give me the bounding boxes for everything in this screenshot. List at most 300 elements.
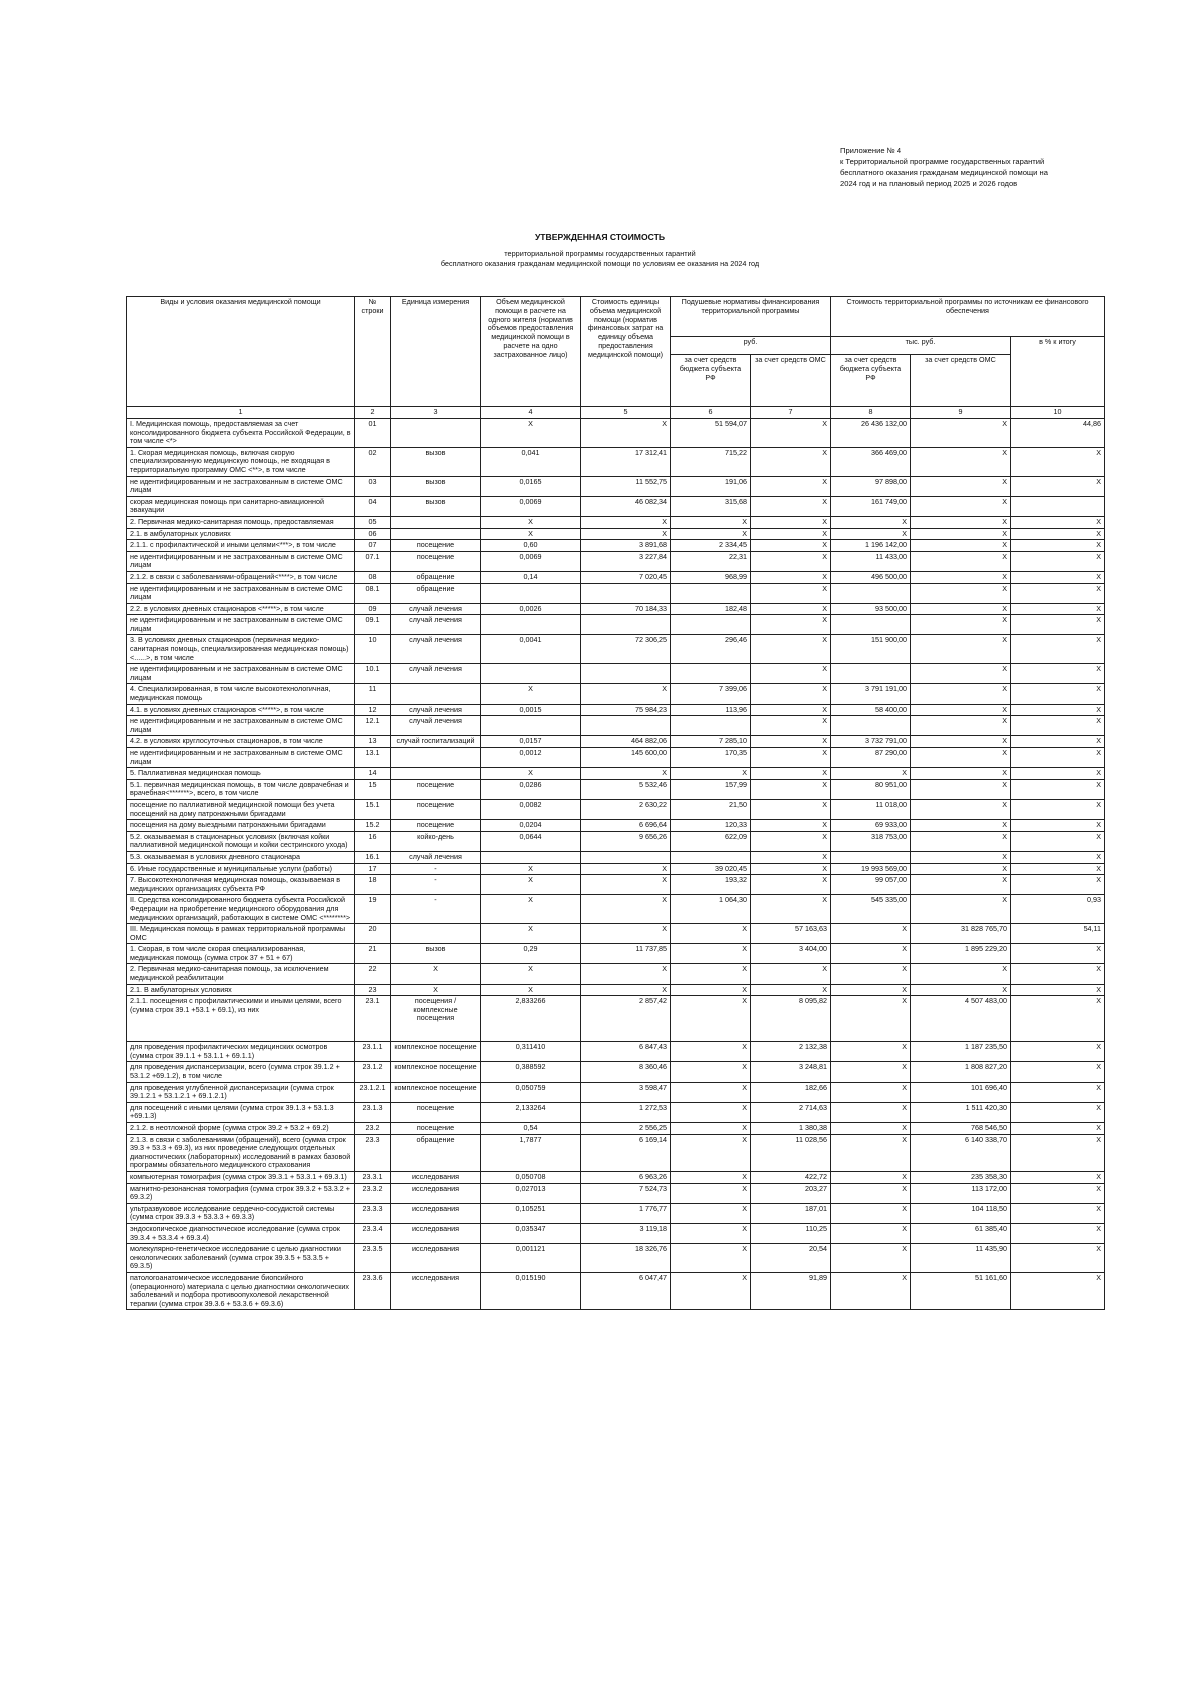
- row-cost-budget: X: [831, 1082, 911, 1102]
- row-label: I. Медицинская помощь, предоставляемая за счет консолидированного бюджета субъекта Российской Федерации, в том числе <*>: [127, 419, 355, 448]
- document-title: УТВЕРЖДЕННАЯ СТОИМОСТЬ: [534, 232, 666, 242]
- row-cost-budget: X: [831, 996, 911, 1042]
- row-unit-cost: X: [581, 984, 671, 996]
- row-cost-budget: 99 057,00: [831, 875, 911, 895]
- column-number: 8: [831, 407, 911, 419]
- row-percent: X: [1011, 635, 1105, 664]
- table-row: [127, 704, 1105, 716]
- row-unit: посещение: [391, 1102, 481, 1122]
- row-cost-oms: 11 435,90: [911, 1244, 1011, 1273]
- row-volume: X: [481, 863, 581, 875]
- row-number: 03: [355, 476, 391, 496]
- row-cost-oms: X: [911, 820, 1011, 832]
- row-unit-cost: [581, 664, 671, 684]
- cost-table: [126, 296, 1105, 1310]
- table-row: [127, 1203, 1105, 1223]
- row-cost-budget: 69 933,00: [831, 820, 911, 832]
- row-number: 23.3.3: [355, 1203, 391, 1223]
- row-unit: случай лечения: [391, 716, 481, 736]
- row-per-capita-oms: 11 028,56: [751, 1134, 831, 1171]
- row-unit: -: [391, 895, 481, 924]
- row-unit: вызов: [391, 944, 481, 964]
- row-cost-budget: X: [831, 768, 911, 780]
- row-unit-cost: X: [581, 924, 671, 944]
- row-cost-oms: 113 172,00: [911, 1183, 1011, 1203]
- row-label: II. Средства консолидированного бюджета субъекта Российской Федерации на приобретение медицинского оборудования для медицинских организаций, работающих в системе ОМС <********>: [127, 895, 355, 924]
- row-cost-oms: X: [911, 583, 1011, 603]
- row-cost-budget: X: [831, 1042, 911, 1062]
- table-row: [127, 748, 1105, 768]
- row-per-capita-budget: 170,35: [671, 748, 751, 768]
- row-unit: случай лечения: [391, 704, 481, 716]
- row-unit-cost: 3 891,68: [581, 540, 671, 552]
- table-row: [127, 944, 1105, 964]
- column-number: 6: [671, 407, 751, 419]
- row-per-capita-oms: 8 095,82: [751, 996, 831, 1042]
- document-subtitle: [0, 249, 1200, 269]
- row-label: для посещений с иными целями (сумма строк 39.1.3 + 53.1.3 +69.1.3): [127, 1102, 355, 1122]
- row-unit-cost: 6 169,14: [581, 1134, 671, 1171]
- row-percent: X: [1011, 748, 1105, 768]
- row-cost-budget: 87 290,00: [831, 748, 911, 768]
- row-unit: комплексное посещение: [391, 1042, 481, 1062]
- row-number: 20: [355, 924, 391, 944]
- row-unit: обращение: [391, 583, 481, 603]
- row-unit-cost: 18 326,76: [581, 1244, 671, 1273]
- table-row: [127, 851, 1105, 863]
- table-row: [127, 895, 1105, 924]
- row-label: для проведения диспансеризации, всего (сумма строк 39.1.2 + 53.1.2 +69.1.2), в том числе: [127, 1062, 355, 1082]
- row-cost-oms: X: [911, 964, 1011, 984]
- row-per-capita-oms: X: [751, 664, 831, 684]
- row-per-capita-oms: X: [751, 583, 831, 603]
- row-cost-budget: X: [831, 984, 911, 996]
- row-per-capita-budget: 7 399,06: [671, 684, 751, 704]
- row-unit: случай госпитализаций: [391, 736, 481, 748]
- row-unit: посещение: [391, 820, 481, 832]
- row-number: 08.1: [355, 583, 391, 603]
- row-unit-cost: 46 082,34: [581, 496, 671, 516]
- row-unit-cost: X: [581, 863, 671, 875]
- row-number: 04: [355, 496, 391, 516]
- row-per-capita-budget: [671, 583, 751, 603]
- row-volume: 0,0165: [481, 476, 581, 496]
- row-per-capita-oms: X: [751, 895, 831, 924]
- row-label: эндоскопическое диагностическое исследование (сумма строк 39.3.4 + 53.3.4 + 69.3.4): [127, 1223, 355, 1243]
- row-unit: [391, 748, 481, 768]
- header-oms-thousand: за счет средств ОМС: [911, 355, 1011, 407]
- row-per-capita-oms: 91,89: [751, 1272, 831, 1309]
- table-body: [127, 419, 1105, 1310]
- row-unit-cost: X: [581, 875, 671, 895]
- row-label: скорая медицинская помощь при санитарно-авиационной эвакуации: [127, 496, 355, 516]
- row-cost-budget: X: [831, 516, 911, 528]
- row-volume: X: [481, 516, 581, 528]
- row-per-capita-budget: X: [671, 984, 751, 996]
- row-cost-oms: 1 808 827,20: [911, 1062, 1011, 1082]
- row-per-capita-budget: 51 594,07: [671, 419, 751, 448]
- row-per-capita-budget: [671, 716, 751, 736]
- row-unit-cost: 145 600,00: [581, 748, 671, 768]
- row-volume: X: [481, 984, 581, 996]
- row-unit: посещения / комплексные посещения: [391, 996, 481, 1042]
- header-services: Виды и условия оказания медицинской помощи: [127, 297, 355, 407]
- row-per-capita-oms: 203,27: [751, 1183, 831, 1203]
- row-unit: случай лечения: [391, 615, 481, 635]
- row-per-capita-budget: X: [671, 996, 751, 1042]
- row-percent: X: [1011, 799, 1105, 819]
- header-thousand-rub: тыс. руб.: [831, 337, 1011, 355]
- row-cost-oms: X: [911, 768, 1011, 780]
- row-label: 5.1. первичная медицинская помощь, в том числе доврачебная и врачебная<*******>, всего, в том числе: [127, 779, 355, 799]
- row-number: 15.1: [355, 799, 391, 819]
- row-cost-oms: X: [911, 799, 1011, 819]
- row-cost-oms: 31 828 765,70: [911, 924, 1011, 944]
- table-row: [127, 635, 1105, 664]
- table-row: [127, 1223, 1105, 1243]
- row-number: 14: [355, 768, 391, 780]
- header-budget-rub: за счет средств бюджета субъекта РФ: [671, 355, 751, 407]
- row-unit-cost: 2 857,42: [581, 996, 671, 1042]
- row-volume: 0,14: [481, 571, 581, 583]
- row-unit-cost: 75 984,23: [581, 704, 671, 716]
- row-unit: комплексное посещение: [391, 1062, 481, 1082]
- row-percent: X: [1011, 875, 1105, 895]
- row-unit-cost: 2 630,22: [581, 799, 671, 819]
- row-cost-budget: X: [831, 1223, 911, 1243]
- row-label: не идентифицированным и не застрахованным в системе ОМС лицам: [127, 664, 355, 684]
- row-cost-budget: 318 753,00: [831, 831, 911, 851]
- row-cost-budget: X: [831, 924, 911, 944]
- row-volume: 0,0015: [481, 704, 581, 716]
- row-label: компьютерная томография (сумма строк 39.3.1 + 53.3.1 + 69.3.1): [127, 1171, 355, 1183]
- row-cost-budget: 26 436 132,00: [831, 419, 911, 448]
- row-volume: 0,001121: [481, 1244, 581, 1273]
- table-row: [127, 1244, 1105, 1273]
- row-percent: X: [1011, 1134, 1105, 1171]
- row-volume: 0,027013: [481, 1183, 581, 1203]
- row-per-capita-budget: [671, 615, 751, 635]
- row-cost-oms: X: [911, 875, 1011, 895]
- row-unit-cost: [581, 583, 671, 603]
- row-label: не идентифицированным и не застрахованным в системе ОМС лицам: [127, 615, 355, 635]
- row-unit-cost: 8 360,46: [581, 1062, 671, 1082]
- row-percent: X: [1011, 944, 1105, 964]
- column-number: 5: [581, 407, 671, 419]
- row-percent: X: [1011, 1042, 1105, 1062]
- row-unit: исследования: [391, 1272, 481, 1309]
- row-unit-cost: 1 776,77: [581, 1203, 671, 1223]
- row-number: 17: [355, 863, 391, 875]
- table-row: [127, 476, 1105, 496]
- appendix-line: бесплатного оказания гражданам медицинской помощи на: [840, 168, 1048, 177]
- row-label: III. Медицинская помощь в рамках территориальной программы ОМС: [127, 924, 355, 944]
- row-volume: 0,0041: [481, 635, 581, 664]
- row-percent: X: [1011, 1183, 1105, 1203]
- row-per-capita-oms: X: [751, 684, 831, 704]
- table-row: [127, 419, 1105, 448]
- row-cost-oms: X: [911, 476, 1011, 496]
- table-row: [127, 964, 1105, 984]
- row-unit: [391, 528, 481, 540]
- table-row: [127, 779, 1105, 799]
- row-per-capita-oms: X: [751, 516, 831, 528]
- row-unit: -: [391, 863, 481, 875]
- row-number: 23.3: [355, 1134, 391, 1171]
- row-number: 23: [355, 984, 391, 996]
- row-volume: 0,388592: [481, 1062, 581, 1082]
- row-cost-budget: [831, 583, 911, 603]
- row-unit-cost: 3 598,47: [581, 1082, 671, 1102]
- row-per-capita-oms: X: [751, 799, 831, 819]
- row-unit-cost: 1 272,53: [581, 1102, 671, 1122]
- row-cost-budget: [831, 851, 911, 863]
- row-cost-budget: X: [831, 1134, 911, 1171]
- row-volume: [481, 583, 581, 603]
- row-per-capita-budget: 39 020,45: [671, 863, 751, 875]
- row-unit-cost: 2 556,25: [581, 1123, 671, 1135]
- row-volume: 0,311410: [481, 1042, 581, 1062]
- table-row: [127, 1123, 1105, 1135]
- row-unit-cost: 11 552,75: [581, 476, 671, 496]
- row-per-capita-oms: 2 132,38: [751, 1042, 831, 1062]
- table-row: [127, 496, 1105, 516]
- row-per-capita-budget: X: [671, 1134, 751, 1171]
- row-cost-oms: X: [911, 736, 1011, 748]
- row-cost-oms: X: [911, 496, 1011, 516]
- row-label: 6. Иные государственные и муниципальные услуги (работы): [127, 863, 355, 875]
- table-row: [127, 768, 1105, 780]
- row-volume: X: [481, 768, 581, 780]
- row-number: 23.1.2: [355, 1062, 391, 1082]
- row-per-capita-budget: 1 064,30: [671, 895, 751, 924]
- row-per-capita-oms: X: [751, 528, 831, 540]
- row-per-capita-oms: X: [751, 496, 831, 516]
- row-unit-cost: 9 656,26: [581, 831, 671, 851]
- row-volume: 2,133264: [481, 1102, 581, 1122]
- table-row: [127, 664, 1105, 684]
- row-volume: 0,050759: [481, 1082, 581, 1102]
- row-per-capita-oms: X: [751, 716, 831, 736]
- row-per-capita-oms: X: [751, 551, 831, 571]
- row-per-capita-oms: X: [751, 863, 831, 875]
- row-per-capita-budget: 120,33: [671, 820, 751, 832]
- row-per-capita-oms: X: [751, 964, 831, 984]
- row-percent: X: [1011, 851, 1105, 863]
- row-unit: [391, 768, 481, 780]
- row-number: 10: [355, 635, 391, 664]
- row-label: молекулярно-генетическое исследование с целью диагностики онкологических заболеваний (сумма строк 39.3.5 + 53.3.5 + 69.3.5): [127, 1244, 355, 1273]
- row-unit: вызов: [391, 447, 481, 476]
- row-percent: 0,93: [1011, 895, 1105, 924]
- row-cost-budget: 11 018,00: [831, 799, 911, 819]
- row-unit: посещение: [391, 551, 481, 571]
- row-percent: 54,11: [1011, 924, 1105, 944]
- row-volume: 0,105251: [481, 1203, 581, 1223]
- row-number: 23.1.2.1: [355, 1082, 391, 1102]
- row-unit-cost: 3 227,84: [581, 551, 671, 571]
- row-percent: X: [1011, 1203, 1105, 1223]
- row-cost-budget: 545 335,00: [831, 895, 911, 924]
- header-row-number: № строки: [355, 297, 391, 407]
- row-cost-budget: 1 196 142,00: [831, 540, 911, 552]
- column-number: 7: [751, 407, 831, 419]
- row-unit: посещение: [391, 779, 481, 799]
- row-percent: X: [1011, 615, 1105, 635]
- row-per-capita-budget: [671, 851, 751, 863]
- row-per-capita-budget: 968,99: [671, 571, 751, 583]
- row-unit-cost: 17 312,41: [581, 447, 671, 476]
- row-cost-budget: X: [831, 1123, 911, 1135]
- row-cost-budget: 93 500,00: [831, 603, 911, 615]
- row-per-capita-oms: X: [751, 419, 831, 448]
- row-unit: посещение: [391, 1123, 481, 1135]
- row-per-capita-budget: X: [671, 1223, 751, 1243]
- row-label: 2. Первичная медико-санитарная помощь, за исключением медицинской реабилитации: [127, 964, 355, 984]
- row-percent: X: [1011, 996, 1105, 1042]
- row-cost-budget: X: [831, 944, 911, 964]
- row-label: 1. Скорая, в том числе скорая специализированная, медицинская помощь (сумма строк 37 + 51 + 67): [127, 944, 355, 964]
- row-number: 23.3.4: [355, 1223, 391, 1243]
- row-volume: 0,0012: [481, 748, 581, 768]
- row-percent: X: [1011, 583, 1105, 603]
- row-percent: X: [1011, 1082, 1105, 1102]
- row-per-capita-oms: X: [751, 831, 831, 851]
- row-number: 13: [355, 736, 391, 748]
- row-cost-oms: X: [911, 419, 1011, 448]
- row-percent: X: [1011, 603, 1105, 615]
- row-label: ультразвуковое исследование сердечно-сосудистой системы (сумма строк 39.3.3 + 53.3.3 + 69.3.3): [127, 1203, 355, 1223]
- table-row: [127, 551, 1105, 571]
- row-unit: [391, 924, 481, 944]
- row-cost-budget: 97 898,00: [831, 476, 911, 496]
- row-cost-budget: 58 400,00: [831, 704, 911, 716]
- row-cost-budget: [831, 615, 911, 635]
- row-percent: X: [1011, 716, 1105, 736]
- row-unit: случай лечения: [391, 603, 481, 615]
- row-unit-cost: X: [581, 768, 671, 780]
- row-volume: X: [481, 528, 581, 540]
- table-row: [127, 1062, 1105, 1082]
- row-per-capita-oms: 1 380,38: [751, 1123, 831, 1135]
- subtitle-line: территориальной программы государственных гарантий: [504, 249, 696, 258]
- row-per-capita-oms: X: [751, 447, 831, 476]
- row-per-capita-budget: 182,48: [671, 603, 751, 615]
- row-cost-oms: 6 140 338,70: [911, 1134, 1011, 1171]
- row-percent: X: [1011, 768, 1105, 780]
- row-label: 5. Паллиативная медицинская помощь: [127, 768, 355, 780]
- row-percent: X: [1011, 820, 1105, 832]
- row-cost-budget: X: [831, 1062, 911, 1082]
- table-row: [127, 875, 1105, 895]
- row-per-capita-oms: X: [751, 476, 831, 496]
- row-unit: посещение: [391, 799, 481, 819]
- row-cost-oms: X: [911, 984, 1011, 996]
- row-percent: X: [1011, 964, 1105, 984]
- row-per-capita-budget: 157,99: [671, 779, 751, 799]
- row-cost-budget: 3 791 191,00: [831, 684, 911, 704]
- row-volume: X: [481, 964, 581, 984]
- row-volume: X: [481, 924, 581, 944]
- table-row: [127, 984, 1105, 996]
- row-cost-oms: X: [911, 748, 1011, 768]
- row-unit-cost: 5 532,46: [581, 779, 671, 799]
- row-label: 2. Первичная медико-санитарная помощь, предоставляемая: [127, 516, 355, 528]
- row-volume: 2,833266: [481, 996, 581, 1042]
- row-number: 23.1: [355, 996, 391, 1042]
- row-per-capita-budget: X: [671, 1171, 751, 1183]
- row-per-capita-oms: X: [751, 603, 831, 615]
- row-per-capita-oms: X: [751, 779, 831, 799]
- row-cost-oms: X: [911, 895, 1011, 924]
- row-percent: X: [1011, 736, 1105, 748]
- row-label: для проведения профилактических медицинских осмотров (сумма строк 39.1.1 + 53.1.1 + 69.1.1): [127, 1042, 355, 1062]
- header-per-capita: Подушевые нормативы финансирования территориальной программы: [671, 297, 831, 337]
- row-per-capita-oms: 3 404,00: [751, 944, 831, 964]
- header-program-cost: Стоимость территориальной программы по источникам ее финансового обеспечения: [831, 297, 1105, 337]
- table-row: [127, 603, 1105, 615]
- row-cost-oms: X: [911, 635, 1011, 664]
- row-number: 12: [355, 704, 391, 716]
- column-number: 1: [127, 407, 355, 419]
- row-cost-oms: 51 161,60: [911, 1272, 1011, 1309]
- row-number: 15.2: [355, 820, 391, 832]
- row-unit: [391, 419, 481, 448]
- row-unit: обращение: [391, 571, 481, 583]
- row-per-capita-budget: 7 285,10: [671, 736, 751, 748]
- table-row: [127, 516, 1105, 528]
- row-unit-cost: [581, 716, 671, 736]
- row-unit-cost: X: [581, 528, 671, 540]
- row-unit-cost: 6 047,47: [581, 1272, 671, 1309]
- row-number: 06: [355, 528, 391, 540]
- appendix-line: 2024 год и на плановый период 2025 и 2026 годов: [840, 179, 1018, 188]
- row-cost-budget: X: [831, 1102, 911, 1122]
- row-unit-cost: 464 882,06: [581, 736, 671, 748]
- row-volume: 0,54: [481, 1123, 581, 1135]
- row-per-capita-budget: 191,06: [671, 476, 751, 496]
- table-row: [127, 831, 1105, 851]
- row-unit: койко-день: [391, 831, 481, 851]
- column-number: 9: [911, 407, 1011, 419]
- row-cost-oms: X: [911, 571, 1011, 583]
- row-cost-oms: 61 385,40: [911, 1223, 1011, 1243]
- row-per-capita-budget: 715,22: [671, 447, 751, 476]
- row-per-capita-budget: X: [671, 1062, 751, 1082]
- row-label: не идентифицированным и не застрахованным в системе ОМС лицам: [127, 716, 355, 736]
- header-rub: руб.: [671, 337, 831, 355]
- row-unit: исследования: [391, 1244, 481, 1273]
- row-cost-oms: 101 696,40: [911, 1082, 1011, 1102]
- row-number: 13.1: [355, 748, 391, 768]
- row-number: 10.1: [355, 664, 391, 684]
- row-label: 2.1.2. в связи с заболеваниями-обращений<****>, в том числе: [127, 571, 355, 583]
- row-label: 5.2. оказываемая в стационарных условиях (включая койки паллиативной медицинской помощи и койки сестринского ухода): [127, 831, 355, 851]
- row-cost-budget: X: [831, 1272, 911, 1309]
- row-number: 18: [355, 875, 391, 895]
- table-row: [127, 799, 1105, 819]
- row-cost-oms: 104 118,50: [911, 1203, 1011, 1223]
- row-per-capita-budget: 315,68: [671, 496, 751, 516]
- row-number: 23.3.5: [355, 1244, 391, 1273]
- row-number: 19: [355, 895, 391, 924]
- row-volume: 0,29: [481, 944, 581, 964]
- row-cost-oms: X: [911, 528, 1011, 540]
- row-label: 4.1. в условиях дневных стационаров <*****>, в том числе: [127, 704, 355, 716]
- row-percent: X: [1011, 1102, 1105, 1122]
- row-per-capita-budget: X: [671, 516, 751, 528]
- row-number: 11: [355, 684, 391, 704]
